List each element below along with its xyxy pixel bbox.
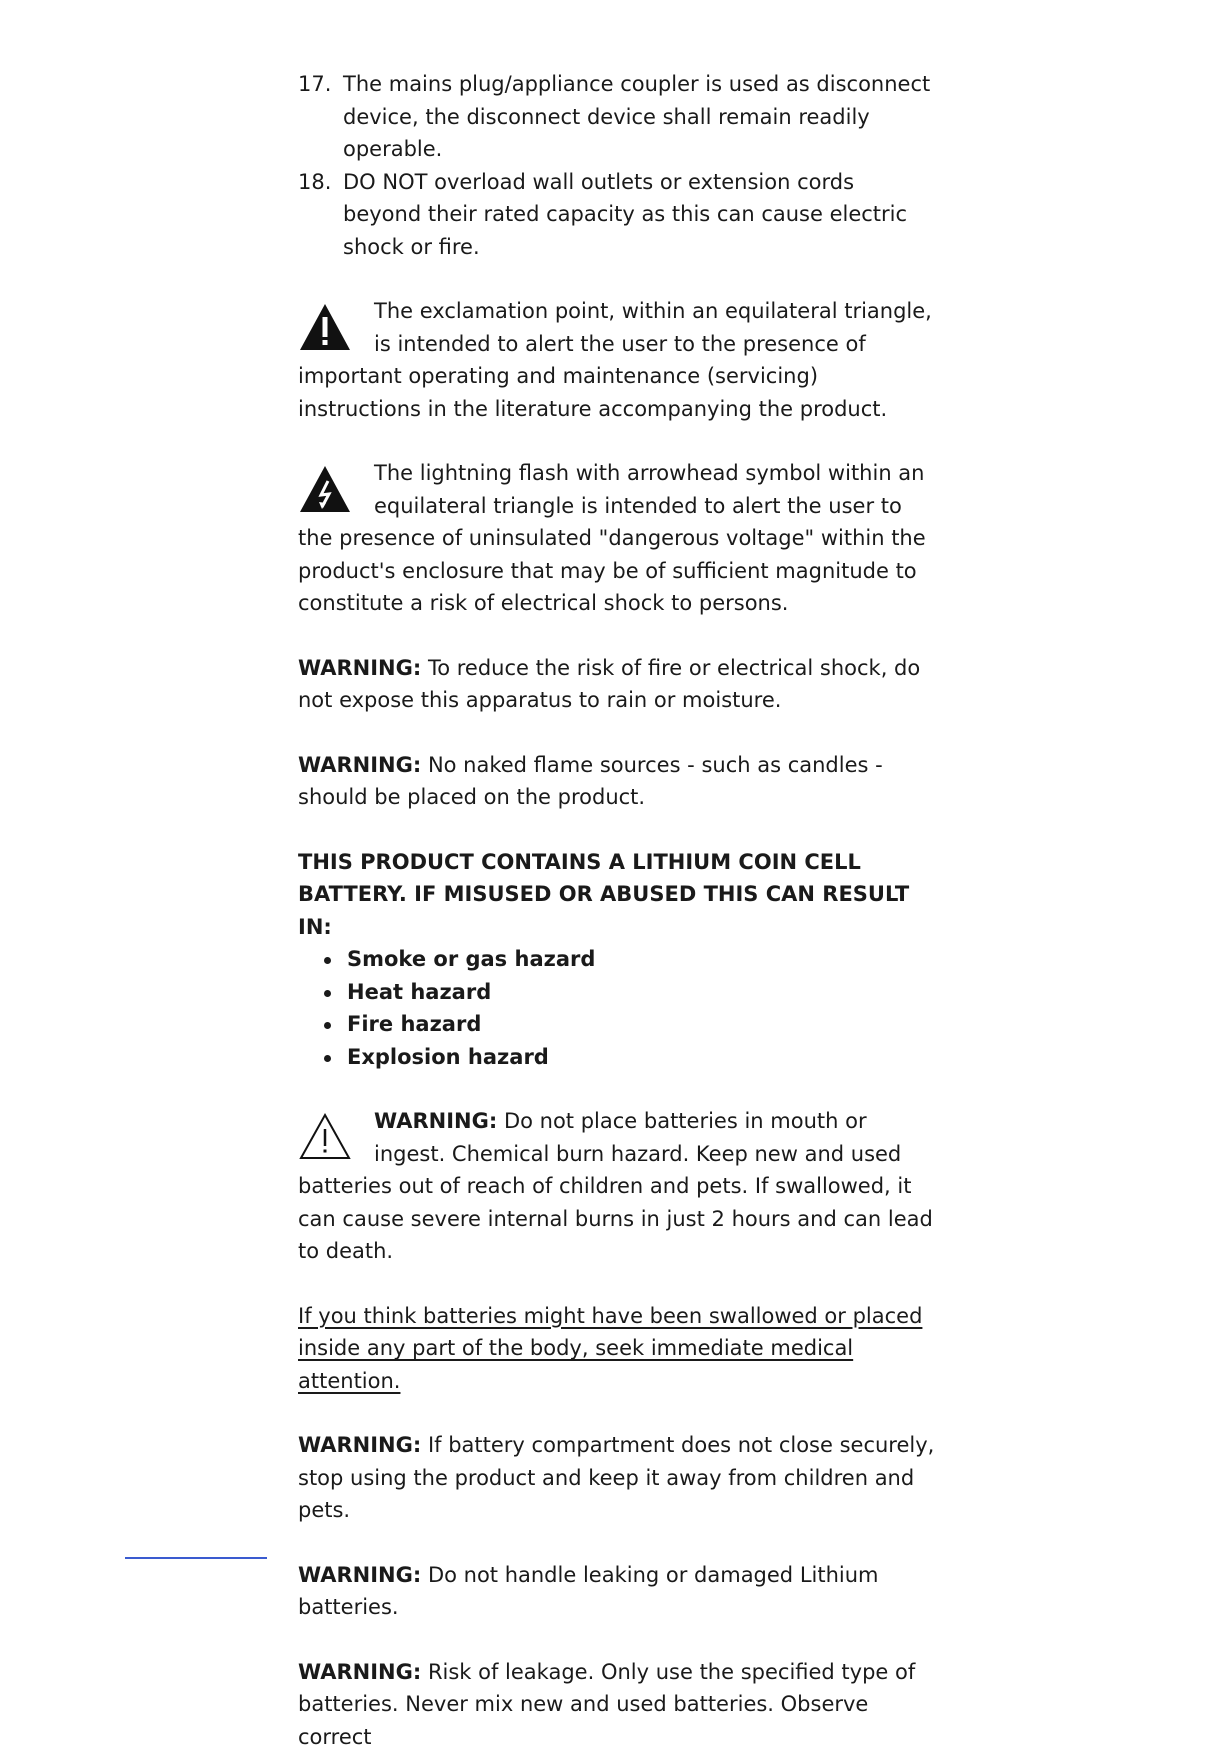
list-item-17 [298, 68, 938, 166]
footer-rule [125, 1557, 267, 1559]
list-item: Smoke or gas hazard [322, 943, 938, 976]
exclamation-description: The exclamation point, within an equilateral triangle, is intended to alert the user to the presence of important operating and maintenance (servicing) instructions in the literature accompanying the product. [298, 299, 932, 421]
caution-outline-triangle-icon [298, 1112, 352, 1162]
exclamation-symbol-paragraph [298, 295, 938, 425]
warning-label: WARNING: [298, 1563, 421, 1587]
warning-flame [298, 749, 938, 814]
exclamation-triangle-icon [298, 302, 352, 352]
warning-text: Risk of leakage. Only use the specified type of batteries. Never mix new and used batteries. Observe correct [298, 1660, 915, 1749]
lightning-triangle-icon [298, 464, 352, 514]
lightning-description: The lightning flash with arrowhead symbol within an equilateral triangle is intended to alert the user to the presence of uninsulated "dangerous voltage" within the product's enclosure that may be of sufficient magnitude to constitute a risk of electrical shock to persons. [298, 461, 926, 615]
hazard-list [298, 943, 938, 1073]
warning-compartment [298, 1429, 938, 1527]
list-item-18 [298, 166, 938, 264]
warning-leaking [298, 1559, 938, 1624]
warning-rain [298, 652, 938, 717]
lightning-symbol-paragraph [298, 457, 938, 620]
warning-text: Do not place batteries in mouth or ingest. Chemical burn hazard. Keep new and used batteries out of reach of children and pets. If swallowed, it can cause severe internal burns in just 2 hours and can lead to death. [298, 1109, 933, 1263]
warning-label: WARNING: [298, 1433, 421, 1457]
warning-text: No naked flame sources - such as candles - should be placed on the product. [298, 753, 883, 810]
list-number: 17. [298, 68, 331, 101]
list-item: Explosion hazard [322, 1041, 938, 1074]
warning-leakage [298, 1656, 938, 1753]
warning-label: WARNING: [374, 1109, 497, 1133]
list-item: Heat hazard [322, 976, 938, 1009]
list-number: 18. [298, 166, 331, 199]
safety-instructions-page [298, 68, 938, 1753]
warning-label: WARNING: [298, 1660, 421, 1684]
warning-text: Do not handle leaking or damaged Lithium batteries. [298, 1563, 879, 1620]
warning-label: WARNING: [298, 753, 421, 777]
warning-label: WARNING: [298, 656, 421, 680]
medical-notice: If you think batteries might have been swallowed or placed inside any part of the body, seek immediate medical attention. [298, 1300, 938, 1398]
list-text: DO NOT overload wall outlets or extension cords beyond their rated capacity as this can cause electric shock or fire. [343, 170, 907, 259]
battery-heading: THIS PRODUCT CONTAINS A LITHIUM COIN CELL BATTERY. IF MISUSED OR ABUSED THIS CAN RESULT IN: [298, 846, 938, 944]
warning-text: To reduce the risk of fire or electrical shock, do not expose this apparatus to rain or moisture. [298, 656, 920, 713]
list-item: Fire hazard [322, 1008, 938, 1041]
warning-ingest [298, 1105, 938, 1268]
warning-text: If battery compartment does not close securely, stop using the product and keep it away from children and pets. [298, 1433, 934, 1522]
list-text: The mains plug/appliance coupler is used as disconnect device, the disconnect device shall remain readily operable. [343, 72, 930, 161]
